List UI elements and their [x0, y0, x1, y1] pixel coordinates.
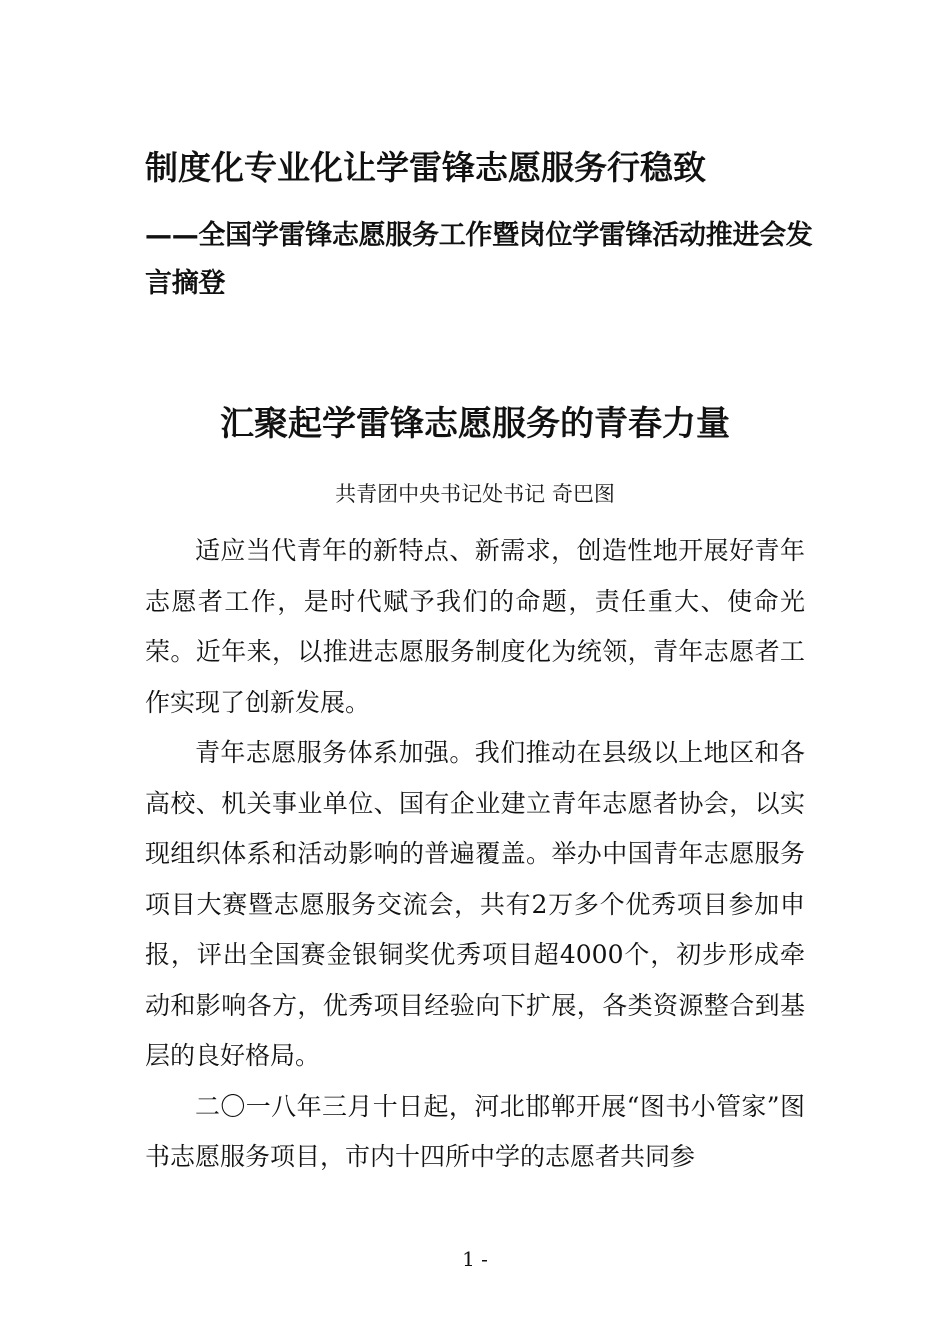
subtitle: ——全国学雷锋志愿服务工作暨岗位学雷锋活动推进会发言摘登 [145, 220, 813, 299]
paragraph: 二〇一八年三月十日起，河北邯郸开展“图书小管家”图书志愿服务项目，市内十四所中学的志愿者共同参 [145, 1091, 805, 1171]
page-number: 1 - [462, 1247, 488, 1271]
article-title: 汇聚起学雷锋志愿服务的青春力量 [220, 404, 730, 444]
paragraph: 青年志愿服务体系加强。我们推动在县级以上地区和各高校、机关事业单位、国有企业建立青年志愿者协会，以实现组织体系和活动影响的普遍覆盖。举办中国青年志愿服务项目大赛暨志愿服务交流会，共有2万多个优秀项目参加申报，评出全国赛金银铜奖优秀项目超4000个，初步形成牵动和影响各方，优秀项目经验向下扩展，各类资源整合到基层的良好格局。 [145, 738, 805, 1070]
article-body [145, 526, 805, 1183]
main-title: 制度化专业化让学雷锋志愿服务行稳致 [145, 148, 706, 187]
byline: 共青团中央书记处书记 奇巴图 [335, 482, 615, 506]
paragraph: 适应当代青年的新特点、新需求，创造性地开展好青年志愿者工作，是时代赋予我们的命题，责任重大、使命光荣。近年来，以推进志愿服务制度化为统领，青年志愿者工作实现了创新发展。 [145, 536, 805, 717]
